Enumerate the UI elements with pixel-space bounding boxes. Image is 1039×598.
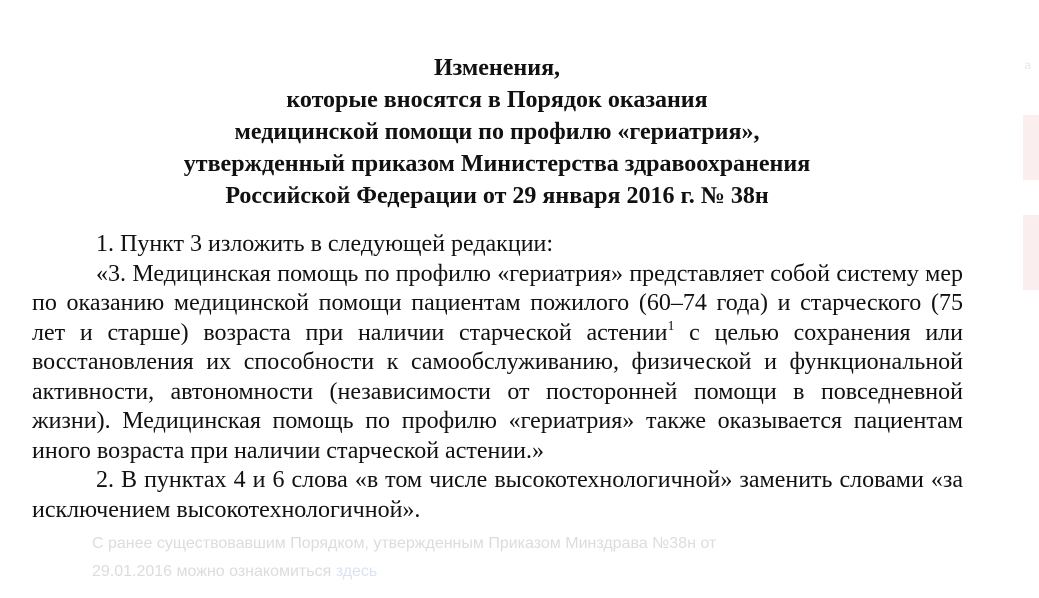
document-body: [32, 230, 963, 525]
edge-mark-top: [1023, 115, 1039, 180]
item-2: 2. В пунктах 4 и 6 слова «в том числе высокотехнологичной» заменить словами «за исключением высокотехнологичной».: [32, 467, 963, 523]
title-line-2: которые вносятся в Порядок оказания: [286, 87, 708, 113]
footnote-body: С ранее существовавшим Порядком, утвержденным Приказом Минздрава №38н от 29.01.2016 можно ознакомиться: [92, 535, 717, 580]
footnote-mark: 1: [667, 318, 675, 334]
footnote-text: [92, 530, 752, 586]
title-line-4: утвержденный приказом Министерства здравоохранения: [183, 151, 811, 177]
title-line-1: Изменения,: [433, 55, 561, 81]
edge-letter: a: [1024, 58, 1031, 72]
title-line-5: Российской Федерации от 29 января 2016 г. № 38н: [225, 183, 769, 209]
footnote-link[interactable]: здесь: [335, 563, 378, 580]
edge-mark-bottom: [1023, 215, 1039, 290]
item-1-quote-part-1: «3. Медицинская помощь по профилю «гериатрия» представляет собой систему мер по оказанию медицинской помощи пациентам пожилого (60–74 года) и старческого (75 лет и старше) возраста при наличии старческой астении: [32, 260, 963, 346]
item-1-quote-part-2: с целью сохранения или восстановления их способности к самообслуживанию, физической и функциональной активности, автономности (независимости от посторонней помощи в повседневной жизни). Медицинская помощь по профилю «гериатрия» также оказывается пациентам иного возраста при наличии старческой астении.»: [32, 319, 963, 464]
document-title: [0, 52, 994, 212]
title-line-3: медицинской помощи по профилю «гериатрия»,: [234, 119, 760, 145]
item-1-heading: 1. Пункт 3 изложить в следующей редакции:: [96, 231, 554, 257]
item-1-quote: [32, 260, 963, 467]
